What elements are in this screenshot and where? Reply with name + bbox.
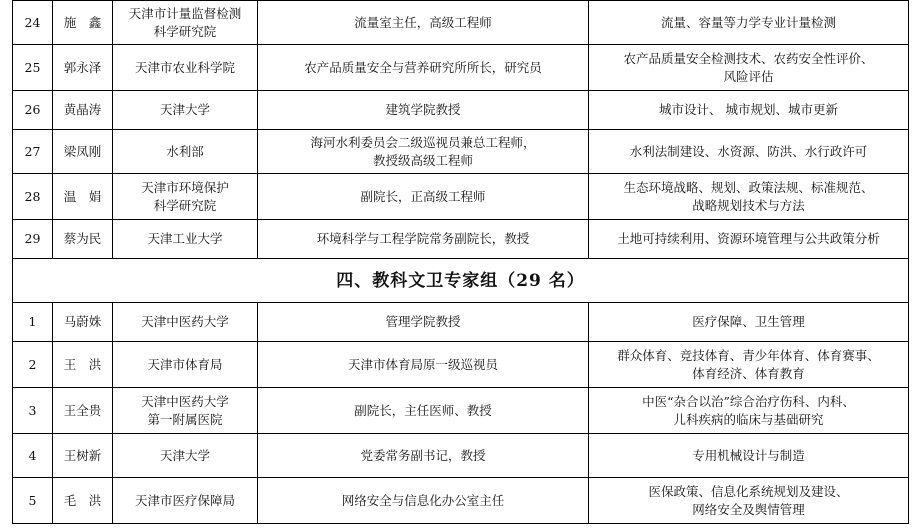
expert-title: 网络安全与信息化办公室主任 [258, 478, 589, 524]
expert-title: 管理学院教授 [258, 303, 589, 342]
table-row [13, 478, 909, 524]
expert-organization: 天津市医疗保障局 [113, 478, 258, 524]
row-number: 2 [13, 342, 53, 388]
row-number: 29 [13, 220, 53, 259]
row-number: 5 [13, 478, 53, 524]
expert-organization: 天津市农业科学院 [113, 45, 258, 91]
expert-name: 郭永泽 [53, 45, 113, 91]
expert-field: 生态环境战略、规划、政策法规、标准规范、 战略规划技术与方法 [589, 174, 909, 220]
expert-organization: 天津市体育局 [113, 342, 258, 388]
expert-name: 蔡为民 [53, 220, 113, 259]
expert-name: 马蔚姝 [53, 303, 113, 342]
expert-name: 黄晶涛 [53, 91, 113, 130]
row-number: 27 [13, 130, 53, 174]
row-number: 26 [13, 91, 53, 130]
table-row [13, 388, 909, 434]
row-number: 28 [13, 174, 53, 220]
expert-title: 农产品质量安全与营养研究所所长，研究员 [258, 45, 589, 91]
expert-organization: 天津大学 [113, 91, 258, 130]
expert-organization: 天津中医药大学 第一附属医院 [113, 388, 258, 434]
expert-title: 党委常务副书记，教授 [258, 434, 589, 478]
expert-title: 海河水利委员会二级巡视员兼总工程师， 教授级高级工程师 [258, 130, 589, 174]
row-number: 3 [13, 388, 53, 434]
table-row [13, 303, 909, 342]
expert-title: 副院长，正高级工程师 [258, 174, 589, 220]
row-number: 1 [13, 303, 53, 342]
expert-organization: 天津大学 [113, 434, 258, 478]
expert-field: 农产品质量安全检测技术、农药安全性评价、 风险评估 [589, 45, 909, 91]
expert-field: 群众体育、竞技体育、青少年体育、体育赛事、 体育经济、体育教育 [589, 342, 909, 388]
expert-field: 流量、容量等力学专业计量检测 [589, 1, 909, 45]
table-row [13, 220, 909, 259]
table-row [13, 434, 909, 478]
table-row [13, 174, 909, 220]
expert-field: 城市设计、 城市规划、城市更新 [589, 91, 909, 130]
expert-name: 毛 洪 [53, 478, 113, 524]
table-row [13, 91, 909, 130]
expert-table [12, 0, 909, 524]
expert-field: 专用机械设计与制造 [589, 434, 909, 478]
expert-title: 副院长，主任医师、教授 [258, 388, 589, 434]
expert-field: 医疗保障、卫生管理 [589, 303, 909, 342]
expert-table-sheet [12, 0, 908, 524]
table-row [13, 342, 909, 388]
expert-organization: 天津市计量监督检测 科学研究院 [113, 1, 258, 45]
section-title: 四、教科文卫专家组（29 名） [13, 259, 909, 303]
expert-name: 王树新 [53, 434, 113, 478]
expert-field: 土地可持续利用、资源环境管理与公共政策分析 [589, 220, 909, 259]
expert-name: 王 洪 [53, 342, 113, 388]
expert-organization: 水利部 [113, 130, 258, 174]
expert-organization: 天津中医药大学 [113, 303, 258, 342]
table-row [13, 45, 909, 91]
expert-field: 水利法制建设、水资源、防洪、水行政许可 [589, 130, 909, 174]
expert-name: 施 鑫 [53, 1, 113, 45]
section-header-row [13, 259, 909, 303]
expert-name: 温 娟 [53, 174, 113, 220]
row-number: 4 [13, 434, 53, 478]
expert-title: 建筑学院教授 [258, 91, 589, 130]
expert-name: 梁凤刚 [53, 130, 113, 174]
expert-organization: 天津市环境保护 科学研究院 [113, 174, 258, 220]
expert-title: 天津市体育局原一级巡视员 [258, 342, 589, 388]
expert-field: 中医“杂合以治”综合治疗伤科、内科、 儿科疾病的临床与基础研究 [589, 388, 909, 434]
row-number: 25 [13, 45, 53, 91]
row-number: 24 [13, 1, 53, 45]
expert-name: 王全贵 [53, 388, 113, 434]
expert-field: 医保政策、信息化系统规划及建设、 网络安全及舆情管理 [589, 478, 909, 524]
expert-title: 环境科学与工程学院常务副院长，教授 [258, 220, 589, 259]
table-row [13, 1, 909, 45]
expert-organization: 天津工业大学 [113, 220, 258, 259]
table-row [13, 130, 909, 174]
expert-title: 流量室主任，高级工程师 [258, 1, 589, 45]
